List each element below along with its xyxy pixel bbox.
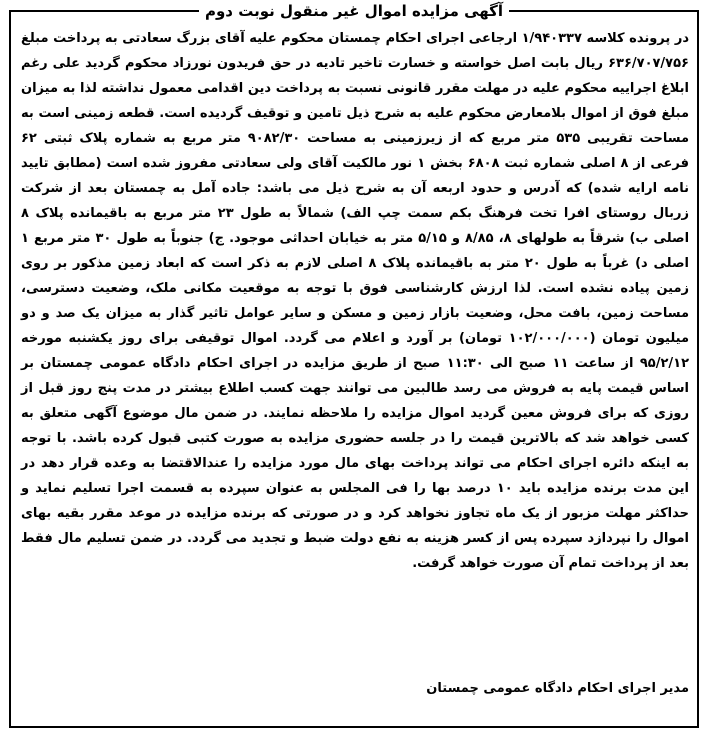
notice-title: آگهی مزایده اموال غیر منقول نوبت دوم [11,1,697,21]
notice-signature: مدیر اجرای احکام دادگاه عمومی چمستان [426,681,689,696]
notice-frame [9,2,699,728]
notice-body: در پرونده کلاسه ۱/۹۴۰۳۳۷ ارجاعی اجرای احکام چمستان محکوم علیه آقای بزرگ سعادتی به پرداخت مبلغ ۶۳۶/۷۰۷/۷۵۶ ریال بابت اصل خواسته و خسارت تاخیر تادیه در حق فریدون نورزاد محکوم گردید علی رغم ابلاغ اجراییه محکوم علیه در مهلت مقرر قانونی نسبت به پرداخت دین اقدامی معمول نداشته لذا به میزان مبلغ فوق از اموال بلامعارض محکوم علیه به شرح ذیل تامین و توقیف گردیده است. قطعه زمینی است به مساحت تقریبی ۵۳۵ متر مربع که از زیرزمینی به مساحت ۹۰۸۲/۳۰ متر مربع به شماره پلاک ثبتی ۶۲ فرعی از ۸ اصلی شماره ثبت ۶۸۰۸ بخش ۱ نور مالکیت آقای ولی سعادتی مفروز شده است (مطابق تایید نامه ارایه شده) که آدرس و حدود اربعه آن به شرح ذیل می باشد: جاده آمل به چمستان بعد از شرکت زربال روستای افرا تخت فرهنگ بکم سمت چپ الف) شمالاً به طول ۲۳ متر مربع به باقیمانده پلاک ۸ اصلی ب) شرقاً به طولهای ۸، ۸/۸۵ و ۵/۱۵ متر به خیابان احداثی موجود. ج) جنوباً به طول ۳۰ متر مربع ۱ اصلی د) غرباً به طول ۲۰ متر به باقیمانده پلاک ۸ اصلی لازم به ذکر است که ابعاد زمین مذکور بر روی زمین پیاده نشده است. لذا ارزش کارشناسی فوق با توجه به موقعیت مکانی ملک، وضعیت دسترسی، مساحت زمین، بافت محل، وضعیت بازار زمین و مسکن و سایر عوامل تاثیر گذار به میزان یک صد و دو میلیون تومان (۱۰۲/۰۰۰/۰۰۰ تومان) بر آورد و اعلام می گردد. اموال توقیفی برای روز یکشنبه مورخه ۹۵/۲/۱۲ از ساعت ۱۱ صبح الی ۱۱:۳۰ صبح از طریق مزایده در اجرای احکام دادگاه عمومی چمستان بر اساس قیمت پایه به فروش می رسد طالبین می توانند جهت کسب اطلاع بیشتر در مدت پنج روز قبل از روزی که برای فروش معین گردید اموال مزایده را ملاحظه نمایند. در ضمن مال موضوع آگهی متعلق به کسی خواهد شد که بالاترین قیمت را در جلسه حضوری مزایده به صورت کتبی قبول کرده باشد. با توجه به اینکه دائره اجرای احکام می تواند پرداخت بهای مال مورد مزایده را عندالاقتضا به وعده قرار دهد در این مدت برنده مزایده باید ۱۰ درصد بها را فی المجلس به عنوان سپرده به قسمت اجرا تسلیم نماید و حداکثر مهلت مزبور از یک ماه تجاوز نخواهد کرد و در صورتی که برنده مزایده در موعد مقرر بقیه بهای اموال را نپردازد سپرده پس از کسر هزینه به نفع دولت ضبط و تجدید می گردد. در ضمن تسلیم مال فقط بعد از پرداخت تمام آن صورت خواهد گرفت. [21,31,690,571]
